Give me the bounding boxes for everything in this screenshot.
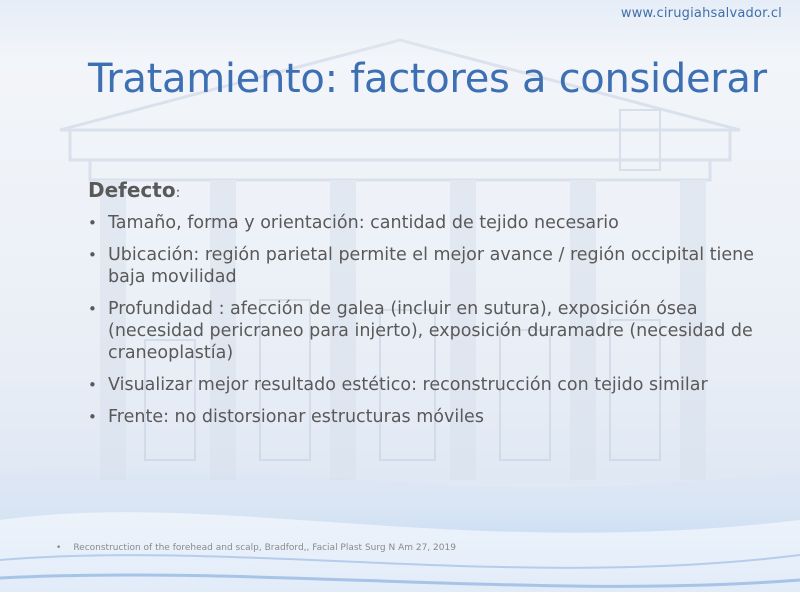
bullet-icon: • [88,408,97,426]
website-url: www.cirugiahsalvador.cl [620,6,782,21]
bullet-item [88,244,768,288]
bullet-icon: • [88,214,97,232]
reference-note [56,543,456,553]
bullet-item [88,406,768,428]
bullet-text: Profundidad : afección de galea (incluir en sutura), exposición ósea (necesidad pericraneo para injerto), exposición duramadre (necesidad de craneoplastía) [108,299,753,363]
slide-content [88,178,768,438]
section-heading-text: Defecto [88,178,176,202]
bullet-item [88,374,768,396]
bullet-text: Tamaño, forma y orientación: cantidad de tejido necesario [108,213,619,233]
bullet-icon: • [88,300,97,318]
slide-title: Tratamiento: factores a considerar [88,56,767,102]
reference-bullet-icon: • [56,543,62,553]
reference-text: Reconstruction of the forehead and scalp, Bradford,, Facial Plast Surg N Am 27, 2019 [73,543,456,553]
bullet-item [88,212,768,234]
bullet-icon: • [88,246,97,264]
bullet-icon: • [88,376,97,394]
section-heading-colon: : [175,185,181,201]
bullet-list [88,212,768,428]
section-heading [88,178,768,202]
bullet-text: Frente: no distorsionar estructuras móviles [108,407,484,427]
bullet-text: Visualizar mejor resultado estético: reconstrucción con tejido similar [108,375,708,395]
bullet-item [88,298,768,364]
bullet-text: Ubicación: región parietal permite el mejor avance / región occipital tiene baja movilidad [108,245,754,287]
